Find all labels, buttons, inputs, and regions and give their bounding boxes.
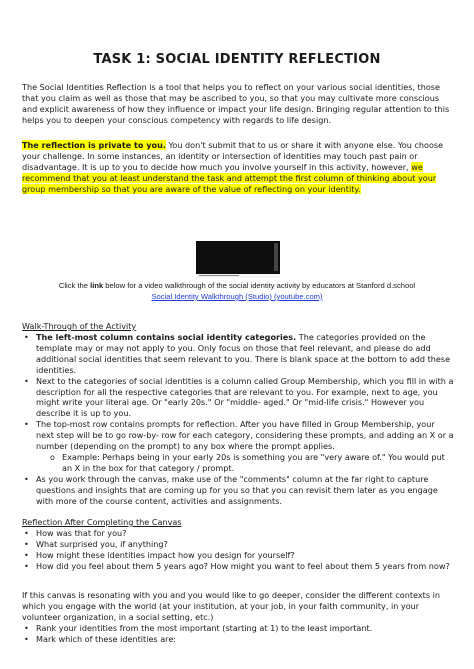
deeper-list: [22, 623, 454, 645]
walkthrough-heading: Walk-Through of the Activity: [22, 321, 137, 331]
walkthrough-list: [22, 332, 454, 507]
list-item: • Next to the categories of social identities is a column called Group Membership, which you fill in with a description for all the respective categories that are relevant to you. For example, next to age, you might write your literal age. Or "early 20s." Or "middle- aged." Or "mid-life crisis." However you describe it is up to you.: [24, 375, 454, 419]
video-thumbnail[interactable]: [196, 241, 280, 278]
link-word: link: [90, 281, 104, 290]
private-text: You don't submit that to us or share it with anyone else. You choose your challenge. In some instances, an identity or intersection of identities may touch past pain or disadvantage. It is up to you to decide how much you involve yourself in this activity, however,: [22, 140, 444, 172]
private-paragraph: [22, 140, 454, 195]
list-item: • The left-most column contains social identity categories. The categories provided on the template may or may not apply to you. Only focus on those that feel relevant, and please do add additional social identities that seem relevant to you. There is blank space at the bottom to add these identities.: [24, 332, 451, 375]
private-highlight: The reflection is private to you.: [22, 140, 166, 150]
recommend-highlight: we recommend that you at least understand the task and attempt the first column of thinking about your group membership so that you are aware of the value of reflecting on your identity.: [22, 161, 437, 194]
sub-list-item: o Example: Perhaps being in your early 20s is something you are "very aware of." You would put an X in the box for that category / prompt.: [50, 451, 445, 473]
reflection-heading: Reflection After Completing the Canvas: [22, 517, 182, 527]
list-item: • The top-most row contains prompts for reflection. After you have filled in Group Membership, your next step will be to go row-by- row for each category, considering these prompts, and adding an X or a number (depending on the prompt) to any box where the prompt applies.: [24, 419, 454, 452]
video-caption: Click the link below for a video walkthrough of the social identity activity by educators at Stanford d.school: [58, 281, 416, 290]
deeper-paragraph: If this canvas is resonating with you and you would like to go deeper, consider the different contexts in which you engage with the world (at your institution, at your job, in your faith community, in your volunteer organization, in a social setting, etc.): [22, 590, 440, 622]
list-item: • Rank your identities from the most important (starting at 1) to the least important.: [24, 623, 373, 633]
list-item: • How might these identities impact how you design for yourself?: [24, 549, 295, 560]
list-item: • What surprised you, if anything?: [24, 538, 168, 549]
list-item: • As you work through the canvas, make use of the "comments" column at the far right to capture questions and insights that are coming up for you so that you can revisit them later as you engage with more of the course content, activities and assignments.: [24, 473, 438, 506]
video-link[interactable]: Social Identity Walkthrough (Studio) (youtube.com): [151, 292, 323, 301]
video-info-bar: [196, 274, 280, 278]
list-item: • How was that for you?: [24, 528, 127, 538]
list-item: • How did you feel about them 5 years ago? How might you want to feel about them 5 years from now?: [24, 560, 450, 571]
list-item: • Mark which of these identities are:: [24, 633, 177, 644]
video-screen[interactable]: [196, 241, 280, 274]
reflection-list: [22, 528, 454, 572]
intro-paragraph: The Social Identities Reflection is a tool that helps you to reflect on your various social identities, those that you claim as well as those that may be ascribed to you, so that you may cultivate more conscious and explicit awareness of how they influence or impact your life design. Bringing regular attention to this helps you to deepen your conscious competency with regards to life design.: [22, 82, 450, 125]
page-title: TASK 1: SOCIAL IDENTITY REFLECTION: [93, 52, 381, 67]
video-speaker-frame: [274, 243, 278, 271]
